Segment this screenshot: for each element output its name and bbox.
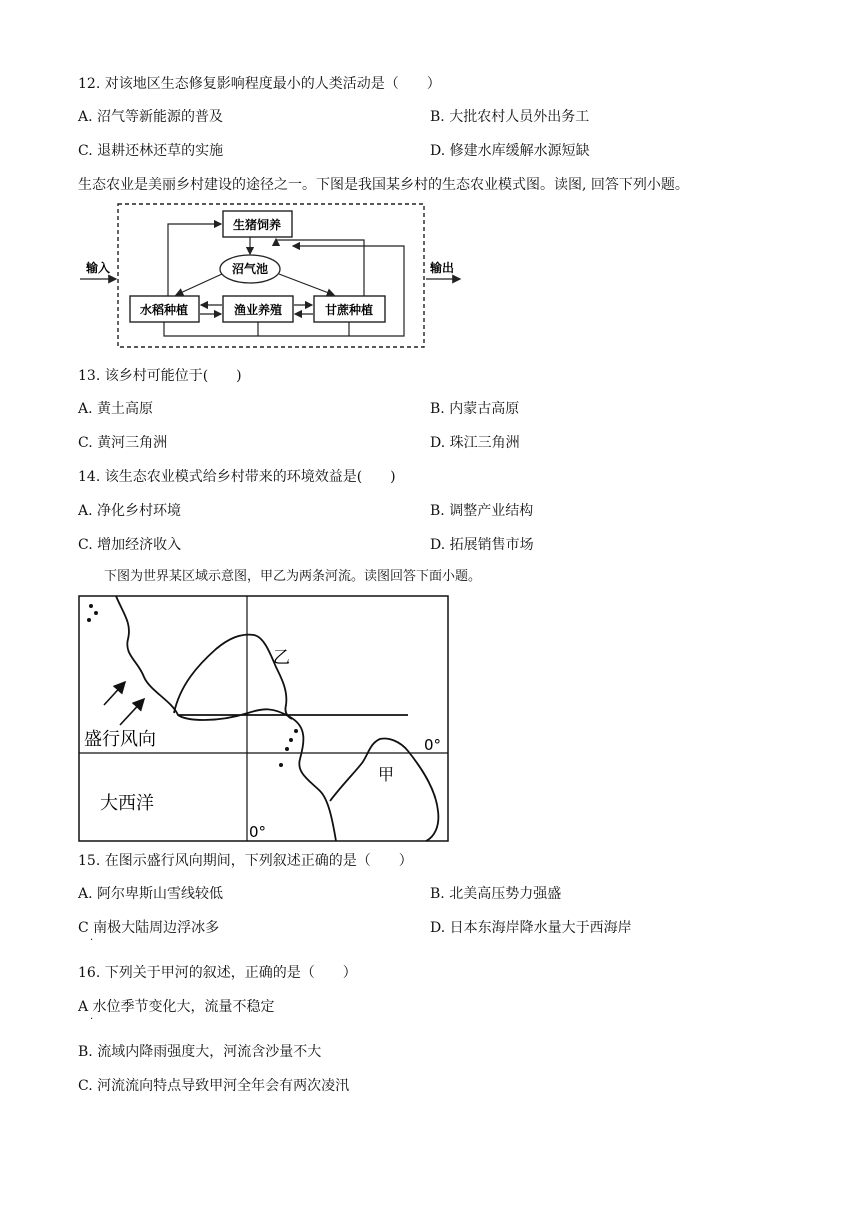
q16-stem: 16. 下列关于甲河的叙述，正确的是（ ） [78,965,357,981]
q14-stem: 14. 该生态农业模式给乡村带来的环境效益是( ) [78,469,396,485]
input-label: 输入 [86,261,111,275]
biogas-pit-label: 沼气池 [231,262,269,276]
flow-biogas-rice [176,274,222,295]
q14-option-d[interactable]: D. 拓展销售市场 [430,537,534,553]
island-dot [285,747,289,751]
ocean-label: 大西洋 [100,793,154,814]
stray-dot: · [90,1014,94,1025]
flow-cane-pig [276,239,364,296]
intro-eco-agriculture: 生态农业是美丽乡村建设的途径之一。下图是我国某乡村的生态农业模式图。读图, 回答下列小题。 [78,177,689,193]
rice-planting-label: 水稻种植 [139,303,189,317]
island-dot [289,738,293,742]
q15-option-a[interactable]: A. 阿尔卑斯山雪线较低 [78,886,224,902]
island-dot [94,611,98,615]
q12-option-c[interactable]: C. 退耕还林还草的实施 [78,143,224,159]
q14-option-b[interactable]: B. 调整产业结构 [430,503,534,519]
q12-stem: 12. 对该地区生态修复影响程度最小的人类活动是（ ） [78,76,441,92]
q14-option-a[interactable]: A. 净化乡村环境 [78,503,182,519]
q13-stem: 13. 该乡村可能位于( ) [78,368,242,384]
q15-option-d[interactable]: D. 日本东海岸降水量大于西海岸 [430,920,632,936]
eco-agriculture-diagram [76,200,476,352]
q15-stem: 15. 在图示盛行风向期间，下列叙述正确的是（ ） [78,853,413,869]
flow-rice-pig [168,224,221,296]
river-jia-label: 甲 [378,765,395,784]
island-dot [87,618,91,622]
wind-label: 盛行风向 [84,729,156,750]
q13-option-c[interactable]: C. 黄河三角洲 [78,435,168,451]
fish-farming-label: 渔业养殖 [233,303,283,317]
river-yi-label: 乙 [273,648,290,668]
q15-option-b[interactable]: B. 北美高压势力强盛 [430,886,562,902]
q12-option-b[interactable]: B. 大批农村人员外出务工 [430,109,590,125]
region-map [78,595,450,843]
pig-farming-label: 生猪饲养 [232,218,282,232]
intro-region-map: 下图为世界某区域示意图，甲乙为两条河流。读图回答下面小题。 [104,569,482,584]
output-label: 输出 [430,261,455,275]
island-dot [89,604,93,608]
q16-option-a[interactable]: A 水位季节变化大，流量不稳定 [78,999,275,1015]
stray-dot: · [90,935,94,946]
q14-option-c[interactable]: C. 增加经济收入 [78,537,182,553]
q16-option-b[interactable]: B. 流域内降雨强度大，河流含沙量不大 [78,1044,322,1060]
q12-option-a[interactable]: A. 沼气等新能源的普及 [78,109,224,125]
q12-option-d[interactable]: D. 修建水库缓解水源短缺 [430,143,590,159]
q13-option-a[interactable]: A. 黄土高原 [78,401,154,417]
lon-0-label: 0° [249,823,267,841]
q13-option-d[interactable]: D. 珠江三角洲 [430,435,520,451]
island-dot [294,729,298,733]
flow-biogas-cane [279,274,334,295]
q16-option-c[interactable]: C. 河流流向特点导致甲河全年会有两次凌汛 [78,1078,350,1094]
q15-option-c[interactable]: C 南极大陆周边浮冰多 [78,920,220,936]
sugarcane-label: 甘蔗种植 [324,303,374,317]
island-dot [279,763,283,767]
q13-option-b[interactable]: B. 内蒙古高原 [430,401,520,417]
lat-0-label: 0° [424,736,442,754]
